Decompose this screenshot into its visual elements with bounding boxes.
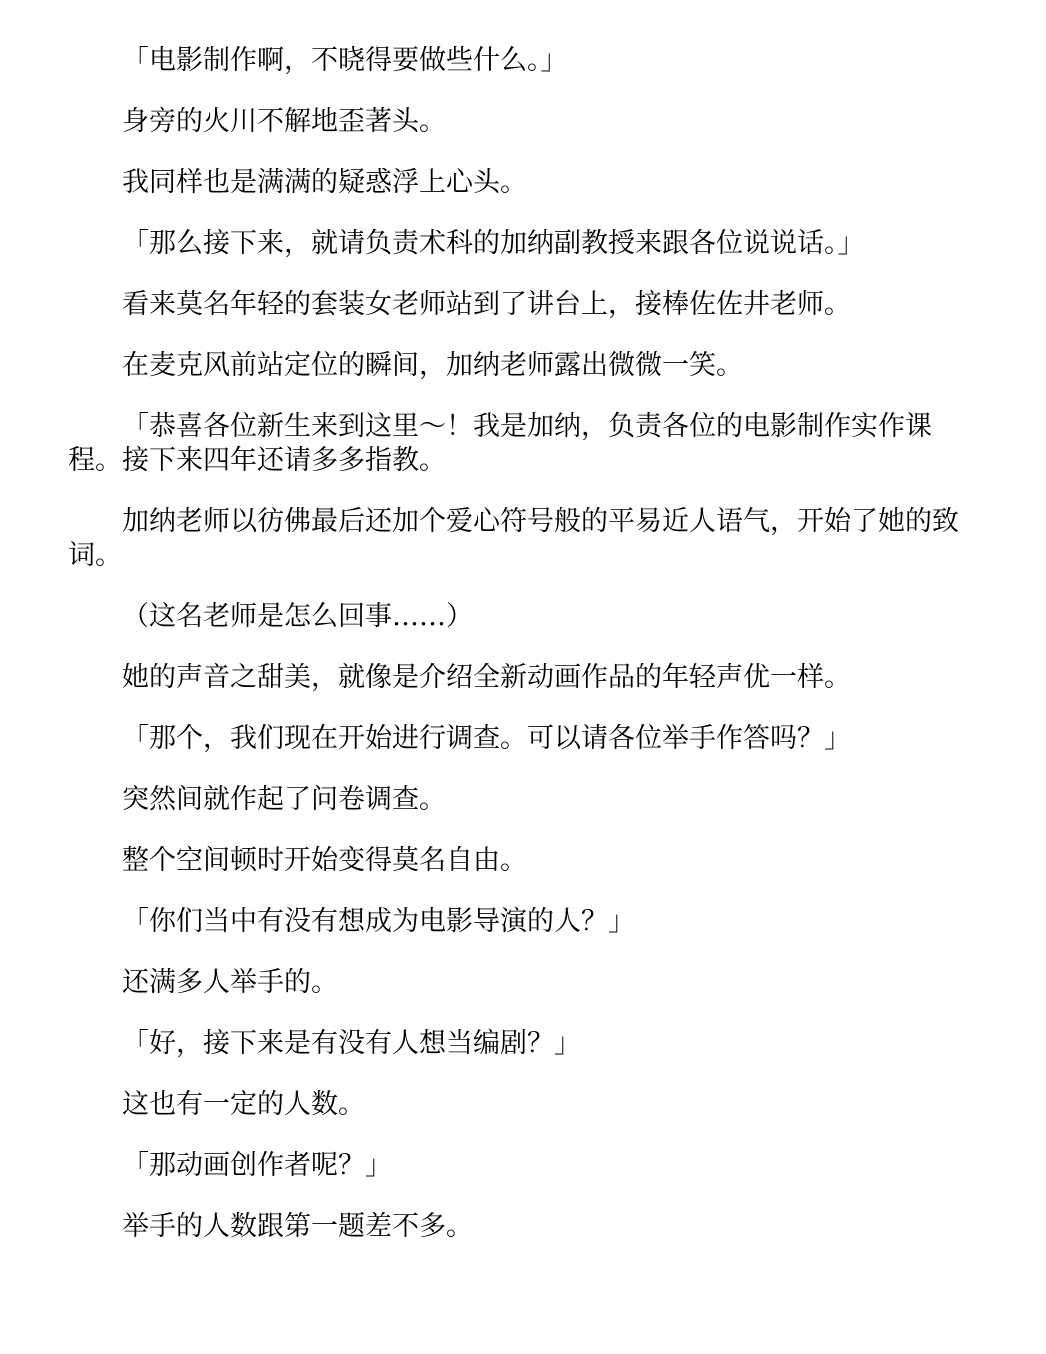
paragraph: 她的声音之甜美，就像是介绍全新动画作品的年轻声优一样。: [122, 662, 851, 693]
paragraph: 「电影制作啊，不晓得要做些什么。」: [122, 45, 568, 76]
paragraph: 「你们当中有没有想成为电影导演的人？」: [122, 906, 635, 937]
paragraph: 「那个，我们现在开始进行调查。可以请各位举手作答吗？」: [122, 723, 851, 754]
paragraph: 「好，接下来是有没有人想当编剧？」: [122, 1028, 581, 1059]
paragraph: 「恭喜各位新生来到这里～！我是加纳，负责各位的电影制作实作课程。接下来四年还请多多指教。: [68, 411, 932, 476]
document-page: [68, 44, 968, 1271]
paragraph: 突然间就作起了问卷调查。: [122, 784, 446, 815]
paragraph: 「那么接下来，就请负责术科的加纳副教授来跟各位说说话。」: [122, 228, 865, 259]
paragraph: 看来莫名年轻的套装女老师站到了讲台上，接棒佐佐井老师。: [122, 289, 851, 320]
paragraph: 还满多人举手的。: [122, 967, 338, 998]
paragraph: 在麦克风前站定位的瞬间，加纳老师露出微微一笑。: [122, 350, 743, 381]
paragraph: 身旁的火川不解地歪著头。: [122, 106, 446, 137]
paragraph: 加纳老师以彷佛最后还加个爱心符号般的平易近人语气，开始了她的致词。: [68, 506, 959, 571]
paragraph: 整个空间顿时开始变得莫名自由。: [122, 845, 527, 876]
paragraph: （这名老师是怎么回事……）: [122, 601, 473, 632]
paragraph: 举手的人数跟第一题差不多。: [122, 1211, 473, 1242]
paragraph: 我同样也是满满的疑惑浮上心头。: [122, 167, 527, 198]
paragraph: 这也有一定的人数。: [122, 1089, 365, 1120]
paragraph: 「那动画创作者呢？」: [122, 1150, 392, 1181]
